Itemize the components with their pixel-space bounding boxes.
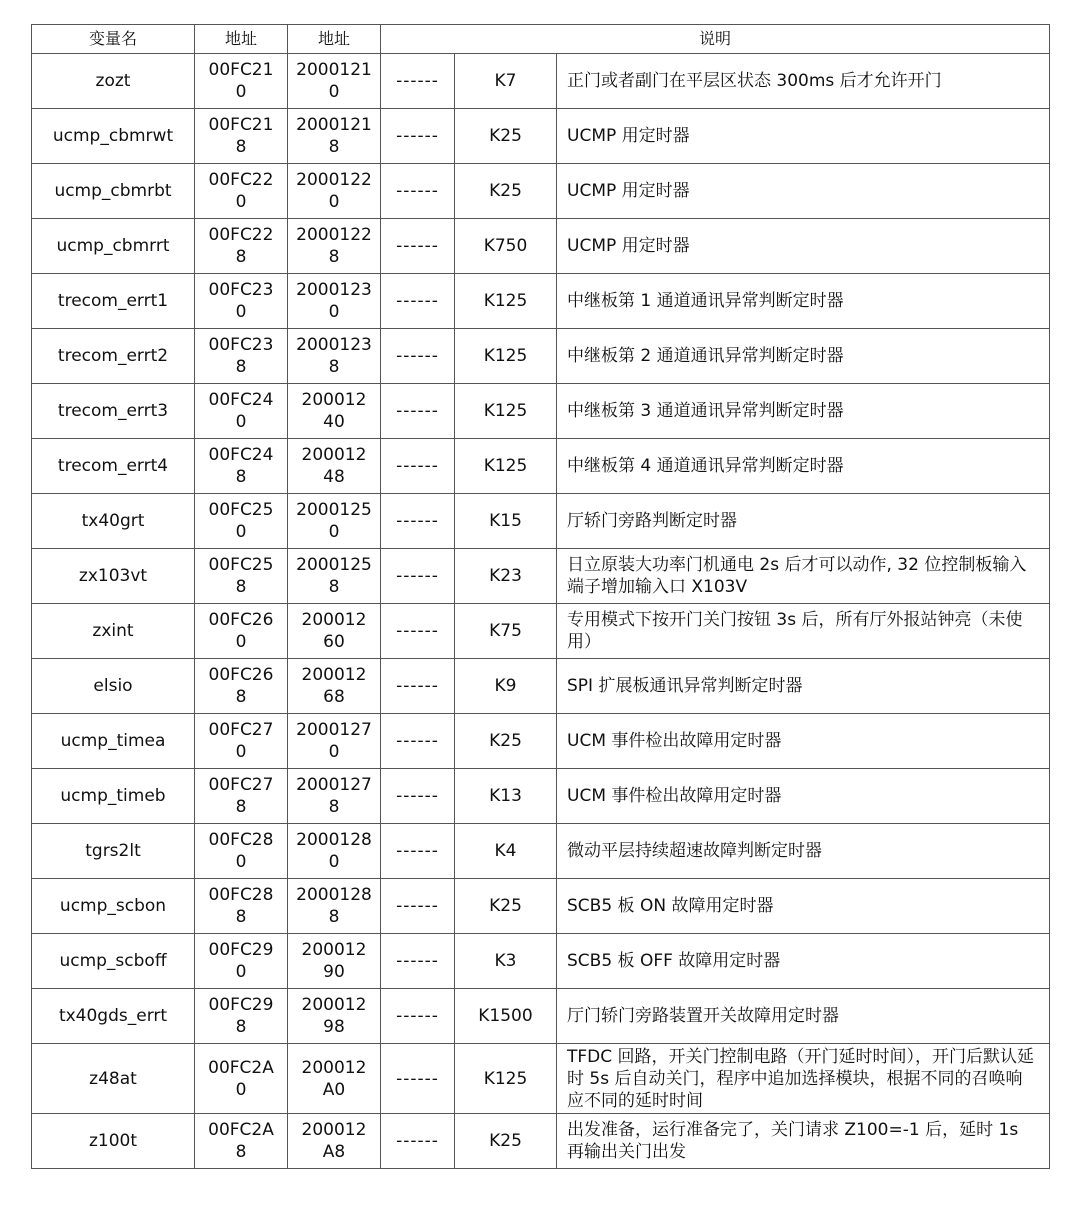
- dash-cell: ------: [381, 384, 455, 439]
- address-line: 0: [235, 1079, 247, 1100]
- address-2-cell: [288, 714, 381, 769]
- address-line: 00FC28: [208, 885, 274, 905]
- header-variable-name: 变量名: [32, 25, 195, 54]
- address-line: 8: [235, 577, 247, 597]
- address-2-cell: [288, 384, 381, 439]
- address-line: 98: [323, 1017, 345, 1037]
- address-1-cell: [195, 879, 288, 934]
- table-row: [32, 494, 1050, 549]
- variable-name-cell: trecom_errt1: [32, 274, 195, 329]
- address-line: 00FC27: [208, 775, 274, 795]
- k-value-cell: K125: [455, 1044, 557, 1114]
- table-row: [32, 934, 1050, 989]
- address-line: 0: [328, 192, 340, 212]
- address-line: 00FC24: [208, 390, 274, 410]
- description-cell: 厅门轿门旁路装置开关故障用定时器: [557, 989, 1050, 1044]
- variable-name-cell: z48at: [32, 1044, 195, 1114]
- table-row: [32, 329, 1050, 384]
- dash-cell: ------: [381, 439, 455, 494]
- address-line: 200012: [301, 995, 367, 1015]
- address-line: 8: [235, 357, 247, 377]
- k-value-cell: K15: [455, 494, 557, 549]
- address-1-cell: [195, 329, 288, 384]
- dash-cell: ------: [381, 604, 455, 659]
- k-value-cell: K125: [455, 274, 557, 329]
- address-line: 2000121: [296, 60, 372, 80]
- address-line: 0: [235, 852, 247, 872]
- table-body: [32, 54, 1050, 1169]
- dash-cell: ------: [381, 494, 455, 549]
- address-line: 68: [323, 687, 345, 707]
- table-row: [32, 439, 1050, 494]
- address-1-cell: [195, 934, 288, 989]
- address-line: 200012: [301, 610, 367, 630]
- description-cell: 出发准备，运行准备完了，关门请求 Z100=-1 后，延时 1s 再输出关门出发: [557, 1114, 1050, 1169]
- k-value-cell: K13: [455, 769, 557, 824]
- k-value-cell: K750: [455, 219, 557, 274]
- k-value-cell: K1500: [455, 989, 557, 1044]
- description-cell: 微动平层持续超速故障判断定时器: [557, 824, 1050, 879]
- address-line: 8: [328, 797, 340, 817]
- address-line: 00FC29: [208, 995, 274, 1015]
- table-row: [32, 824, 1050, 879]
- header-description: 说明: [381, 25, 1050, 54]
- address-line: 00FC22: [208, 225, 274, 245]
- address-line: 00FC26: [208, 610, 274, 630]
- dash-cell: ------: [381, 659, 455, 714]
- address-1-cell: [195, 604, 288, 659]
- dash-cell: ------: [381, 824, 455, 879]
- address-line: 0: [235, 522, 247, 542]
- header-address-1: 地址: [195, 25, 288, 54]
- address-2-cell: [288, 989, 381, 1044]
- variable-name-cell: ucmp_cbmrwt: [32, 109, 195, 164]
- description-cell: TFDC 回路，开关门控制电路（开门延时时间），开门后默认延时 5s 后自动关门，程序中追加选择模块，根据不同的召唤响应不同的延时时间: [557, 1044, 1050, 1114]
- address-2-cell: [288, 769, 381, 824]
- address-2-cell: [288, 219, 381, 274]
- dash-cell: ------: [381, 989, 455, 1044]
- address-line: 2000128: [296, 885, 372, 905]
- dash-cell: ------: [381, 329, 455, 384]
- address-line: A8: [322, 1142, 346, 1162]
- address-2-cell: [288, 274, 381, 329]
- table-row: [32, 54, 1050, 109]
- dash-cell: ------: [381, 549, 455, 604]
- address-line: 90: [323, 962, 345, 982]
- dash-cell: ------: [381, 769, 455, 824]
- address-line: 00FC29: [208, 940, 274, 960]
- address-line: 40: [323, 412, 345, 432]
- address-1-cell: [195, 274, 288, 329]
- address-line: 2000127: [296, 720, 372, 740]
- address-line: 2000123: [296, 280, 372, 300]
- k-value-cell: K9: [455, 659, 557, 714]
- k-value-cell: K23: [455, 549, 557, 604]
- address-line: 0: [328, 302, 340, 322]
- variable-name-cell: elsio: [32, 659, 195, 714]
- variable-name-cell: zx103vt: [32, 549, 195, 604]
- address-line: 200012: [301, 665, 367, 685]
- table-row: [32, 989, 1050, 1044]
- variable-name-cell: trecom_errt3: [32, 384, 195, 439]
- address-line: 2000127: [296, 775, 372, 795]
- address-1-cell: [195, 659, 288, 714]
- address-line: 8: [235, 467, 247, 487]
- address-line: 8: [235, 1017, 247, 1037]
- dash-cell: ------: [381, 934, 455, 989]
- address-line: 8: [235, 687, 247, 707]
- address-line: 200012: [301, 940, 367, 960]
- address-line: 8: [235, 137, 247, 157]
- description-cell: 正门或者副门在平层区状态 300ms 后才允许开门: [557, 54, 1050, 109]
- table-row: [32, 274, 1050, 329]
- address-line: 8: [328, 247, 340, 267]
- description-cell: UCMP 用定时器: [557, 109, 1050, 164]
- address-2-cell: [288, 549, 381, 604]
- variable-name-cell: ucmp_timeb: [32, 769, 195, 824]
- address-line: 2000123: [296, 335, 372, 355]
- address-line: 200012: [301, 1057, 367, 1078]
- address-2-cell: [288, 659, 381, 714]
- variable-name-cell: zxint: [32, 604, 195, 659]
- address-line: 00FC21: [208, 60, 274, 80]
- address-1-cell: [195, 54, 288, 109]
- address-line: 00FC25: [208, 555, 274, 575]
- address-line: 200012: [301, 1120, 367, 1140]
- variable-name-cell: zozt: [32, 54, 195, 109]
- address-line: 200012: [301, 445, 367, 465]
- description-cell: 中继板第 2 通道通讯异常判断定时器: [557, 329, 1050, 384]
- address-2-cell: [288, 824, 381, 879]
- dash-cell: ------: [381, 164, 455, 219]
- dash-cell: ------: [381, 54, 455, 109]
- description-cell: SCB5 板 ON 故障用定时器: [557, 879, 1050, 934]
- description-cell: 中继板第 4 通道通讯异常判断定时器: [557, 439, 1050, 494]
- address-line: 48: [323, 467, 345, 487]
- table-row: [32, 109, 1050, 164]
- table-row: [32, 219, 1050, 274]
- address-line: 0: [328, 522, 340, 542]
- address-2-cell: [288, 164, 381, 219]
- variable-name-cell: ucmp_scboff: [32, 934, 195, 989]
- k-value-cell: K25: [455, 879, 557, 934]
- address-line: 00FC22: [208, 170, 274, 190]
- description-cell: 中继板第 1 通道通讯异常判断定时器: [557, 274, 1050, 329]
- address-line: 00FC26: [208, 665, 274, 685]
- description-cell: UCMP 用定时器: [557, 164, 1050, 219]
- variable-table: [31, 24, 1050, 1169]
- address-line: A0: [322, 1079, 346, 1100]
- address-1-cell: [195, 989, 288, 1044]
- address-line: 8: [328, 907, 340, 927]
- address-2-cell: [288, 1114, 381, 1169]
- k-value-cell: K25: [455, 164, 557, 219]
- dash-cell: ------: [381, 274, 455, 329]
- address-line: 0: [328, 852, 340, 872]
- address-line: 00FC21: [208, 115, 274, 135]
- address-line: 2000122: [296, 225, 372, 245]
- address-line: 00FC27: [208, 720, 274, 740]
- address-1-cell: [195, 714, 288, 769]
- table-row: [32, 384, 1050, 439]
- address-line: 8: [328, 357, 340, 377]
- variable-name-cell: trecom_errt2: [32, 329, 195, 384]
- k-value-cell: K125: [455, 329, 557, 384]
- address-line: 0: [328, 742, 340, 762]
- address-2-cell: [288, 494, 381, 549]
- k-value-cell: K25: [455, 714, 557, 769]
- address-line: 2000122: [296, 170, 372, 190]
- address-line: 00FC28: [208, 830, 274, 850]
- dash-cell: ------: [381, 879, 455, 934]
- address-line: 0: [235, 412, 247, 432]
- dash-cell: ------: [381, 1044, 455, 1114]
- address-2-cell: [288, 1044, 381, 1114]
- address-1-cell: [195, 549, 288, 604]
- variable-name-cell: ucmp_cbmrrt: [32, 219, 195, 274]
- address-line: 0: [235, 962, 247, 982]
- address-line: 2000125: [296, 555, 372, 575]
- dash-cell: ------: [381, 714, 455, 769]
- table-row: [32, 769, 1050, 824]
- description-cell: UCM 事件检出故障用定时器: [557, 769, 1050, 824]
- address-2-cell: [288, 439, 381, 494]
- description-cell: UCMP 用定时器: [557, 219, 1050, 274]
- address-line: 0: [235, 82, 247, 102]
- address-line: 8: [328, 137, 340, 157]
- address-line: 8: [235, 797, 247, 817]
- k-value-cell: K25: [455, 1114, 557, 1169]
- k-value-cell: K75: [455, 604, 557, 659]
- description-cell: 日立原装大功率门机通电 2s 后才可以动作, 32 位控制板输入端子增加输入口 X103V: [557, 549, 1050, 604]
- address-line: 0: [235, 302, 247, 322]
- table-row: [32, 604, 1050, 659]
- table-row: [32, 659, 1050, 714]
- variable-name-cell: tx40grt: [32, 494, 195, 549]
- address-1-cell: [195, 1044, 288, 1114]
- table-row: [32, 1114, 1050, 1169]
- address-1-cell: [195, 219, 288, 274]
- address-2-cell: [288, 109, 381, 164]
- variable-name-cell: trecom_errt4: [32, 439, 195, 494]
- description-cell: 厅轿门旁路判断定时器: [557, 494, 1050, 549]
- address-line: 200012: [301, 390, 367, 410]
- table-row: [32, 714, 1050, 769]
- address-line: 00FC2A: [208, 1120, 274, 1140]
- address-line: 00FC2A: [208, 1057, 274, 1078]
- table-row: [32, 164, 1050, 219]
- address-2-cell: [288, 329, 381, 384]
- address-line: 00FC25: [208, 500, 274, 520]
- variable-name-cell: ucmp_timea: [32, 714, 195, 769]
- k-value-cell: K3: [455, 934, 557, 989]
- dash-cell: ------: [381, 109, 455, 164]
- address-line: 0: [235, 192, 247, 212]
- k-value-cell: K7: [455, 54, 557, 109]
- address-line: 8: [235, 1142, 247, 1162]
- table-row: [32, 549, 1050, 604]
- address-line: 00FC23: [208, 280, 274, 300]
- k-value-cell: K25: [455, 109, 557, 164]
- description-cell: 中继板第 3 通道通讯异常判断定时器: [557, 384, 1050, 439]
- address-line: 8: [235, 247, 247, 267]
- address-line: 0: [235, 742, 247, 762]
- k-value-cell: K4: [455, 824, 557, 879]
- address-line: 60: [323, 632, 345, 652]
- table-row: [32, 879, 1050, 934]
- description-cell: 专用模式下按开门关门按钮 3s 后，所有厅外报站钟亮（未使用）: [557, 604, 1050, 659]
- address-line: 8: [235, 907, 247, 927]
- variable-name-cell: ucmp_scbon: [32, 879, 195, 934]
- variable-name-cell: tx40gds_errt: [32, 989, 195, 1044]
- dash-cell: ------: [381, 219, 455, 274]
- address-line: 8: [328, 577, 340, 597]
- header-address-2: 地址: [288, 25, 381, 54]
- address-line: 00FC24: [208, 445, 274, 465]
- address-line: 2000121: [296, 115, 372, 135]
- k-value-cell: K125: [455, 439, 557, 494]
- address-2-cell: [288, 934, 381, 989]
- description-cell: SPI 扩展板通讯异常判断定时器: [557, 659, 1050, 714]
- description-cell: UCM 事件检出故障用定时器: [557, 714, 1050, 769]
- address-line: 2000128: [296, 830, 372, 850]
- address-1-cell: [195, 109, 288, 164]
- address-line: 00FC23: [208, 335, 274, 355]
- k-value-cell: K125: [455, 384, 557, 439]
- description-cell: SCB5 板 OFF 故障用定时器: [557, 934, 1050, 989]
- address-2-cell: [288, 879, 381, 934]
- address-1-cell: [195, 384, 288, 439]
- address-line: 2000125: [296, 500, 372, 520]
- table-row: [32, 1044, 1050, 1114]
- address-2-cell: [288, 604, 381, 659]
- address-1-cell: [195, 769, 288, 824]
- address-1-cell: [195, 494, 288, 549]
- table-header-row: [32, 25, 1050, 54]
- dash-cell: ------: [381, 1114, 455, 1169]
- variable-name-cell: tgrs2lt: [32, 824, 195, 879]
- address-1-cell: [195, 824, 288, 879]
- variable-name-cell: ucmp_cbmrbt: [32, 164, 195, 219]
- address-1-cell: [195, 1114, 288, 1169]
- address-line: 0: [328, 82, 340, 102]
- address-1-cell: [195, 164, 288, 219]
- address-1-cell: [195, 439, 288, 494]
- address-line: 0: [235, 632, 247, 652]
- variable-name-cell: z100t: [32, 1114, 195, 1169]
- address-2-cell: [288, 54, 381, 109]
